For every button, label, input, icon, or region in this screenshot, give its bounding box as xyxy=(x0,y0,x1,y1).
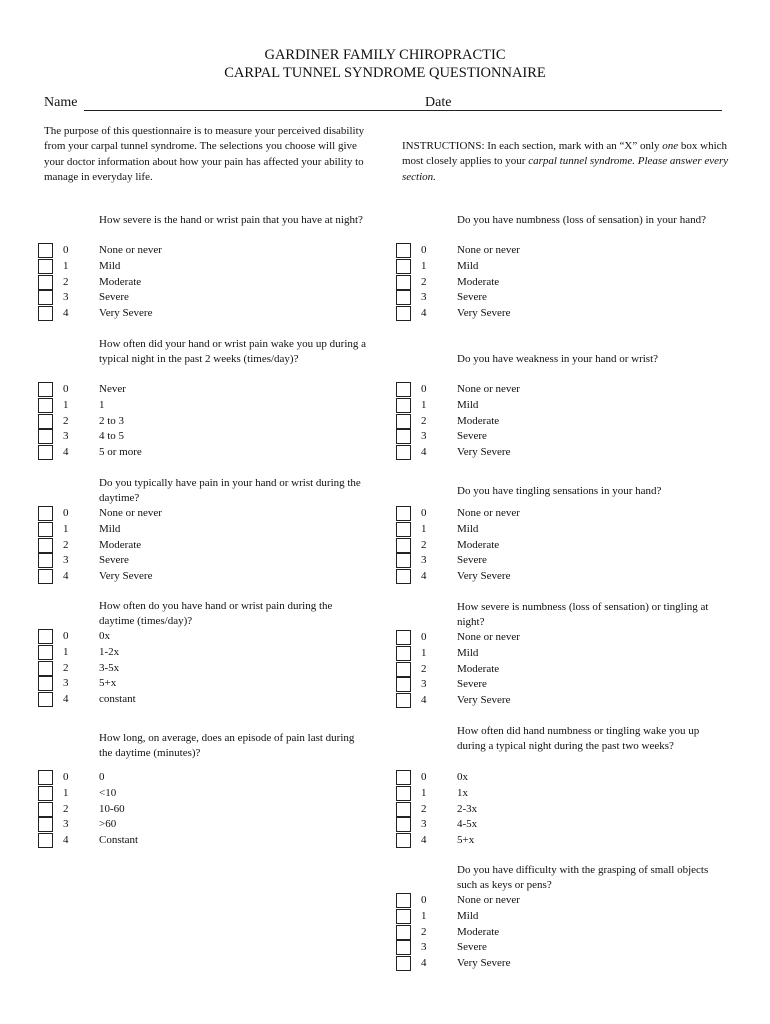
answer-checkbox[interactable] xyxy=(396,382,411,397)
option-score: 3 xyxy=(63,554,69,567)
option-score: 2 xyxy=(421,925,427,938)
option-score: 3 xyxy=(421,430,427,443)
option-score: 4 xyxy=(63,446,69,459)
option-score: 0 xyxy=(421,383,427,395)
option-label: Severe xyxy=(457,430,487,443)
option-score: 3 xyxy=(63,430,69,443)
option-score: 4 xyxy=(63,834,69,847)
option-label: 4-5x xyxy=(457,818,478,831)
option-score: 2 xyxy=(63,661,69,674)
answer-checkbox[interactable] xyxy=(396,243,411,258)
option-label: 10-60 xyxy=(99,802,125,815)
answer-checkbox[interactable] xyxy=(396,630,411,645)
answer-checkbox[interactable] xyxy=(396,662,411,677)
option-label: constant xyxy=(99,693,136,706)
purpose-text: The purpose of this questionnaire is to measure your perceived disability from your carpal tunnel syndrome. The selections you choose will give your doctor information about how your pain has affected your ability to manage in everyday life. xyxy=(44,125,365,184)
option-label: Moderate xyxy=(457,275,500,288)
instructions-middle: box which most closely applies to your xyxy=(402,140,728,168)
option-score: 1 xyxy=(63,645,69,658)
name-label: Name xyxy=(44,95,78,110)
answer-checkbox[interactable] xyxy=(396,259,411,274)
instructions-ctn: carpal tunnel syndrome xyxy=(528,155,633,168)
option-score: 3 xyxy=(421,941,427,954)
question-text: How often did your hand or wrist pain wake you up during a typical night in the past 2 weeks (times/day)? xyxy=(99,338,367,366)
option-score: 2 xyxy=(421,802,427,815)
option-score: 4 xyxy=(421,570,427,583)
option-score: 4 xyxy=(421,834,427,847)
option-score: 0 xyxy=(63,630,69,642)
question-text: How severe is the hand or wrist pain that you have at night? xyxy=(99,214,363,226)
answer-checkbox[interactable] xyxy=(396,693,411,708)
instructions-text xyxy=(402,139,732,185)
option-score: 1 xyxy=(421,259,427,272)
option-label: Mild xyxy=(99,522,121,535)
question-text: How often did hand numbness or tingling wake you up during a typical night during the past two weeks? xyxy=(457,725,700,753)
option-label: 1x xyxy=(457,786,468,799)
option-score: 4 xyxy=(421,307,427,320)
option-score: 0 xyxy=(421,771,427,783)
instructions-one: one xyxy=(662,140,679,152)
answer-checkbox[interactable] xyxy=(396,817,411,832)
answer-checkbox[interactable] xyxy=(396,569,411,584)
answer-checkbox[interactable] xyxy=(396,956,411,971)
option-label: 5+x xyxy=(457,834,475,847)
option-label: 3-5x xyxy=(99,661,120,674)
answer-checkbox[interactable] xyxy=(38,398,53,413)
option-label: 5 or more xyxy=(99,446,142,459)
option-score: 2 xyxy=(63,414,69,427)
option-label: None or never xyxy=(99,244,162,256)
question-text: How often do you have hand or wrist pain during the daytime (times/day)? xyxy=(99,600,333,628)
answer-checkbox[interactable] xyxy=(396,677,411,692)
answer-checkbox[interactable] xyxy=(396,445,411,460)
answer-checkbox[interactable] xyxy=(38,445,53,460)
option-label: Severe xyxy=(457,678,487,691)
option-label: 2-3x xyxy=(457,802,478,815)
question-text: Do you have numbness (loss of sensation) in your hand? xyxy=(457,214,706,226)
questionnaire-name: CARPAL TUNNEL SYNDROME QUESTIONNAIRE xyxy=(224,65,546,81)
answer-checkbox[interactable] xyxy=(396,414,411,429)
option-label: None or never xyxy=(457,383,520,395)
option-score: 3 xyxy=(63,291,69,304)
option-label: Mild xyxy=(457,522,479,535)
question-text: How long, on average, does an episode of pain last during the daytime (minutes)? xyxy=(99,732,355,760)
option-score: 2 xyxy=(421,662,427,675)
answer-checkbox[interactable] xyxy=(38,506,53,521)
option-score: 1 xyxy=(63,398,69,411)
option-label: Very Severe xyxy=(457,307,511,320)
answer-checkbox[interactable] xyxy=(396,506,411,521)
option-score: 2 xyxy=(63,802,69,815)
option-score: 4 xyxy=(63,693,69,706)
answer-checkbox[interactable] xyxy=(38,645,53,660)
option-label: Moderate xyxy=(457,925,500,938)
option-score: 1 xyxy=(421,398,427,411)
option-score: 3 xyxy=(421,554,427,567)
option-score: 0 xyxy=(421,244,427,256)
option-label: None or never xyxy=(457,244,520,256)
option-label: 2 to 3 xyxy=(99,414,125,427)
option-score: 0 xyxy=(63,771,69,783)
form-title xyxy=(0,46,770,82)
option-label: Moderate xyxy=(99,275,142,288)
answer-checkbox[interactable] xyxy=(396,646,411,661)
answer-checkbox[interactable] xyxy=(396,306,411,321)
option-label: Moderate xyxy=(457,538,500,551)
option-score: 1 xyxy=(63,786,69,799)
option-score: 0 xyxy=(421,894,427,906)
option-label: Mild xyxy=(99,259,121,272)
option-label: 0 xyxy=(99,771,105,783)
option-score: 3 xyxy=(421,678,427,691)
question-text: How severe is numbness (loss of sensation) or tingling at night? xyxy=(457,601,709,629)
option-label: Severe xyxy=(99,291,129,304)
option-score: 1 xyxy=(421,522,427,535)
option-label: Mild xyxy=(457,398,479,411)
option-score: 0 xyxy=(421,631,427,643)
option-score: 3 xyxy=(63,818,69,831)
option-label: 1 xyxy=(99,398,105,411)
instructions-suffix: . Please answer every section. xyxy=(402,155,729,183)
option-label: None or never xyxy=(457,631,520,643)
option-label: Very Severe xyxy=(457,446,511,459)
option-label: Moderate xyxy=(457,414,500,427)
option-label: 4 to 5 xyxy=(99,430,125,443)
clinic-name: GARDINER FAMILY CHIROPRACTIC xyxy=(264,47,506,63)
option-label: >60 xyxy=(99,818,117,831)
answer-checkbox[interactable] xyxy=(396,275,411,290)
question-text: Do you typically have pain in your hand or wrist during the daytime? xyxy=(99,477,361,505)
option-label: Very Severe xyxy=(457,957,511,970)
option-label: Mild xyxy=(457,909,479,922)
answer-checkbox[interactable] xyxy=(38,522,53,537)
answer-checkbox[interactable] xyxy=(38,414,53,429)
instructions-prefix: INSTRUCTIONS: In each section, mark with an “X” only xyxy=(402,140,663,152)
option-score: 1 xyxy=(63,259,69,272)
option-label: 0x xyxy=(99,630,110,642)
answer-checkbox[interactable] xyxy=(396,833,411,848)
option-score: 3 xyxy=(421,818,427,831)
answer-checkbox[interactable] xyxy=(396,909,411,924)
option-score: 1 xyxy=(63,522,69,535)
option-label: None or never xyxy=(457,894,520,906)
answer-checkbox[interactable] xyxy=(38,538,53,553)
option-score: 2 xyxy=(421,414,427,427)
answer-checkbox[interactable] xyxy=(396,553,411,568)
answer-checkbox[interactable] xyxy=(38,259,53,274)
option-score: 2 xyxy=(421,538,427,551)
option-label: Mild xyxy=(457,646,479,659)
answer-checkbox[interactable] xyxy=(396,429,411,444)
answer-checkbox[interactable] xyxy=(38,692,53,707)
option-label: Very Severe xyxy=(457,570,511,583)
answer-checkbox[interactable] xyxy=(38,833,53,848)
option-score: 0 xyxy=(63,244,69,256)
answer-checkbox[interactable] xyxy=(396,538,411,553)
answer-checkbox[interactable] xyxy=(396,522,411,537)
answer-checkbox[interactable] xyxy=(38,306,53,321)
answer-checkbox[interactable] xyxy=(38,629,53,644)
option-label: Never xyxy=(99,383,126,395)
option-label: None or never xyxy=(99,507,162,519)
answer-checkbox[interactable] xyxy=(38,290,53,305)
answer-checkbox[interactable] xyxy=(38,661,53,676)
option-label: Moderate xyxy=(99,538,142,551)
option-score: 1 xyxy=(421,909,427,922)
option-score: 2 xyxy=(421,275,427,288)
option-score: 2 xyxy=(63,538,69,551)
option-score: 0 xyxy=(63,507,69,519)
option-score: 3 xyxy=(63,677,69,690)
answer-checkbox[interactable] xyxy=(396,290,411,305)
answer-checkbox[interactable] xyxy=(38,569,53,584)
name-date-row xyxy=(44,95,724,115)
question-text: Do you have tingling sensations in your hand? xyxy=(457,485,662,497)
option-score: 4 xyxy=(421,694,427,707)
answer-checkbox[interactable] xyxy=(38,770,53,785)
answer-checkbox[interactable] xyxy=(38,802,53,817)
option-label: Mild xyxy=(457,259,479,272)
answer-checkbox[interactable] xyxy=(38,676,53,691)
option-label: Very Severe xyxy=(99,307,153,320)
answer-checkbox[interactable] xyxy=(38,553,53,568)
answer-checkbox[interactable] xyxy=(38,429,53,444)
option-score: 0 xyxy=(63,383,69,395)
answer-checkbox[interactable] xyxy=(38,275,53,290)
answer-checkbox[interactable] xyxy=(38,243,53,258)
option-score: 1 xyxy=(421,786,427,799)
option-label: Severe xyxy=(457,291,487,304)
option-label: Severe xyxy=(99,554,129,567)
answer-checkbox[interactable] xyxy=(396,398,411,413)
answer-checkbox[interactable] xyxy=(396,770,411,785)
answer-checkbox[interactable] xyxy=(396,893,411,908)
option-score: 4 xyxy=(421,957,427,970)
option-label: Very Severe xyxy=(457,694,511,707)
answer-checkbox[interactable] xyxy=(396,786,411,801)
date-field[interactable] xyxy=(456,110,722,111)
name-field[interactable] xyxy=(84,110,460,111)
option-label: Severe xyxy=(457,941,487,954)
option-label: Moderate xyxy=(457,662,500,675)
answer-checkbox[interactable] xyxy=(38,382,53,397)
option-score: 4 xyxy=(63,570,69,583)
answer-checkbox[interactable] xyxy=(38,786,53,801)
answer-checkbox[interactable] xyxy=(38,817,53,832)
option-label: 5+x xyxy=(99,677,117,690)
answer-checkbox[interactable] xyxy=(396,925,411,940)
answer-checkbox[interactable] xyxy=(396,802,411,817)
date-label: Date xyxy=(425,95,452,110)
question-text: Do you have difficulty with the grasping of small objects such as keys or pens? xyxy=(457,864,709,892)
option-score: 4 xyxy=(421,446,427,459)
option-label: Very Severe xyxy=(99,570,153,583)
option-label: 1-2x xyxy=(99,645,120,658)
option-score: 4 xyxy=(63,307,69,320)
option-label: <10 xyxy=(99,786,117,799)
option-label: Constant xyxy=(99,834,139,847)
option-score: 0 xyxy=(421,507,427,519)
option-label: 0x xyxy=(457,771,468,783)
option-score: 2 xyxy=(63,275,69,288)
option-score: 3 xyxy=(421,291,427,304)
option-label: Severe xyxy=(457,554,487,567)
option-score: 1 xyxy=(421,646,427,659)
question-text: Do you have weakness in your hand or wrist? xyxy=(457,353,659,365)
option-label: None or never xyxy=(457,507,520,519)
answer-checkbox[interactable] xyxy=(396,940,411,955)
